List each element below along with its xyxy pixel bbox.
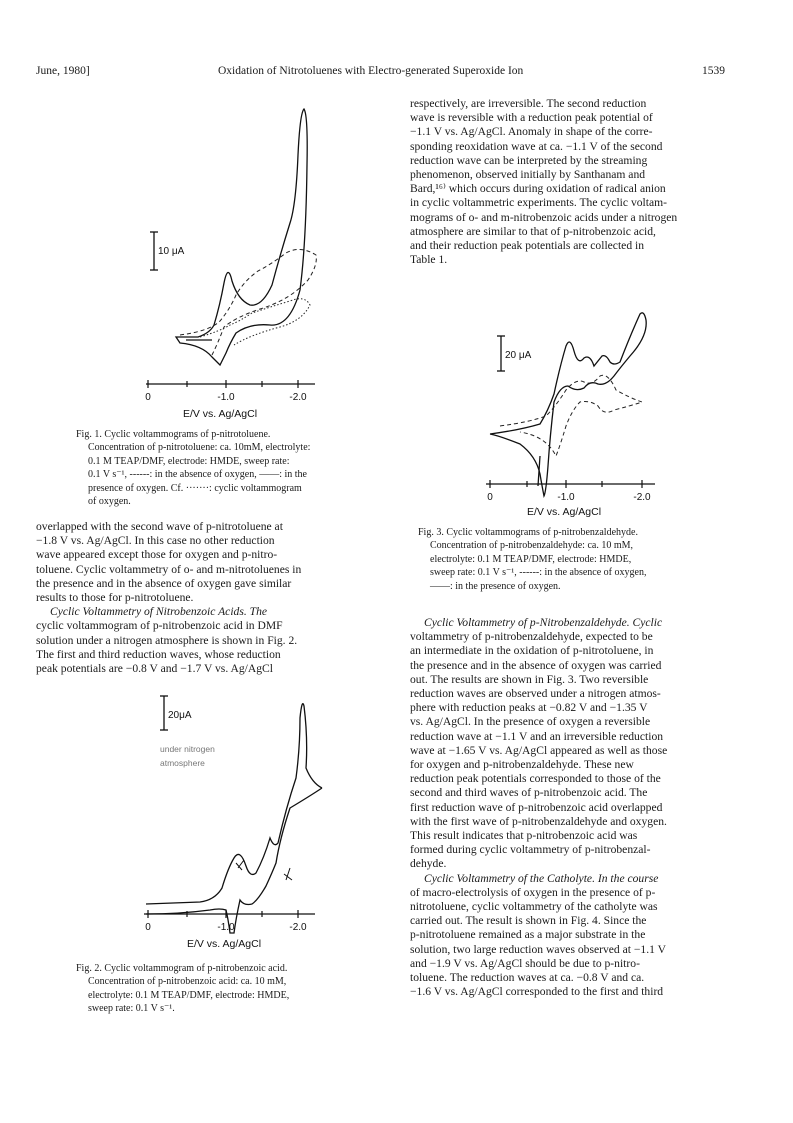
text-line: mograms of o- and m-nitrobenzoic acids under a nitrogen	[410, 210, 678, 224]
fig2-annotation-2: atmosphere	[160, 758, 205, 768]
fig1-caption-line: Concentration of p-nitrotoluene: ca. 10mM, electrolyte:	[88, 442, 311, 454]
text-line: respectively, are irreversible. The second reduction	[410, 97, 647, 110]
text-line: formed during cyclic voltammetry of p-nitrobenzal-	[410, 843, 651, 857]
text-line: reduction wave can be interpreted by the streaming	[410, 153, 648, 167]
text-line: nitrotoluene, cyclic voltammetry of the catholyte was	[410, 900, 658, 914]
fig1-tick-2: -2.0	[289, 392, 307, 403]
text-line: peak potentials are −0.8 V and −1.7 V vs. Ag/AgCl	[36, 662, 273, 676]
fig3-tick-0: 0	[487, 492, 493, 503]
section-heading-line: Cyclic Voltammetry of p-Nitrobenzaldehyde. Cyclic	[424, 616, 663, 629]
text-line: second and third waves of p-nitrobenzoic acid. The	[410, 786, 648, 800]
text-line: carried out. The result is shown in Fig. 4. Since the	[410, 914, 647, 928]
text-line: wave is reversible with a reduction peak potential of	[410, 111, 653, 125]
figure-2-caption	[76, 962, 376, 1016]
text-line: and their reduction peak potentials are collected in	[410, 239, 645, 253]
section-heading-line: Cyclic Voltammetry of the Catholyte. In the course	[424, 871, 659, 885]
text-line: results to those for p-nitrotoluene.	[36, 591, 194, 605]
fig1-caption-line: 0.1 V s⁻¹, ------: in the absence of oxygen, ——: in the	[88, 469, 307, 481]
text-line: with the first wave of p-nitrobenzaldehyde and oxygen.	[410, 814, 667, 828]
text-line: sponding reoxidation wave at ca. −1.1 V of the second	[410, 139, 663, 153]
fig3-scale-label: 20 μA	[505, 350, 532, 361]
fig3-caption-line: electrolyte: 0.1 M TEAP/DMF, electrode: HMDE,	[430, 553, 632, 565]
figure-3-voltammogram	[480, 306, 670, 522]
text-line: phenomenon, observed initially by Santhanam and	[410, 168, 646, 182]
text-line: solution under a nitrogen atmosphere is shown in Fig. 2.	[36, 633, 298, 647]
fig3-tick-1: -1.0	[557, 492, 575, 503]
figure-2-voltammogram	[140, 688, 330, 956]
fig3-caption-head: Fig. 3. Cyclic voltammograms of p-nitrobenzaldehyde.	[418, 527, 638, 538]
text-line: atmosphere are similar to that of p-nitrobenzoic acid,	[410, 224, 656, 238]
text-line: reduction peak potentials corresponded to those of the	[410, 772, 661, 786]
text-line: toluene. The reduction waves at ca. −0.8 V and ca.	[410, 971, 645, 985]
text-line: p-nitrotoluene remained as a major substrate in the	[410, 928, 646, 942]
text-line: an intermediate in the oxidation of p-nitrotoluene, in	[410, 644, 654, 658]
text-line: overlapped with the second wave of p-nitrotoluene at	[36, 520, 283, 533]
text-line: The first and third reduction waves, whose reduction	[36, 647, 281, 661]
fig3-tick-2: -2.0	[633, 492, 651, 503]
text-line: reduction waves are observed under a nitrogen atmos-	[410, 687, 661, 701]
text-line: for oxygen and p-nitrobenzaldehyde. These new	[410, 758, 634, 772]
text-line: of macro-electrolysis of oxygen in the presence of p-	[410, 885, 656, 899]
fig3-xlabel: E/V vs. Ag/AgCl	[526, 506, 602, 518]
text-line: the presence and in the absence of oxygen gave similar	[36, 576, 292, 590]
text-line: first reduction wave of p-nitrobenzoic acid overlapped	[410, 800, 663, 814]
text-line: and −1.9 V vs. Ag/AgCl should be due to p-nitro-	[410, 956, 640, 970]
text-line: out. The results are shown in Fig. 3. Two reversible	[410, 672, 649, 686]
fig2-annotation-1: under nitrogen	[160, 744, 215, 754]
right-column-bottom-text	[410, 616, 731, 999]
fig1-scale-label: 10 μA	[158, 246, 185, 257]
text-line: voltammetry of p-nitrobenzaldehyde, expected to be	[410, 630, 653, 644]
fig3-caption-line: Concentration of p-nitrobenzaldehyde: ca. 10 mM,	[430, 540, 633, 552]
text-line: Bard,¹⁶⁾ which occurs during oxidation of radical anion	[410, 182, 666, 196]
fig3-caption-line: ——: in the presence of oxygen.	[430, 580, 561, 592]
figure-1-caption	[76, 428, 376, 508]
right-column-top-text	[410, 97, 731, 267]
fig2-tick-1: -1.0	[217, 922, 235, 933]
fig2-scale-label: 20μA	[168, 710, 192, 721]
fig2-caption-line: electrolyte: 0.1 M TEAP/DMF, electrode: HMDE,	[88, 989, 290, 1001]
text-line: wave at −1.65 V vs. Ag/AgCl appeared as well as those	[410, 743, 668, 757]
fig1-caption-line: presence of oxygen. Cf. ·······: cyclic voltammogram	[88, 482, 302, 494]
fig2-caption-line: sweep rate: 0.1 V s⁻¹.	[88, 1003, 175, 1015]
fig2-caption-line: Concentration of p-nitrobenzoic acid: ca. 10 mM,	[88, 976, 287, 988]
text-line: solution, two large reduction waves observed at −1.1 V	[410, 942, 666, 956]
page-number: 1539	[702, 65, 725, 77]
fig2-tick-2: -2.0	[289, 922, 307, 933]
fig2-xlabel: E/V vs. Ag/AgCl	[186, 938, 262, 950]
text-line: toluene. Cyclic voltammetry of o- and m-nitrotoluenes in	[36, 562, 302, 576]
text-line: Table 1.	[410, 253, 448, 267]
text-line: phere with reduction peaks at −0.82 V and −1.35 V	[410, 701, 648, 715]
fig1-caption-head: Fig. 1. Cyclic voltammograms of p-nitrotoluene.	[76, 429, 271, 440]
fig2-tick-0: 0	[145, 922, 151, 933]
figure-3-caption	[418, 526, 734, 593]
section-heading-line: Cyclic Voltammetry of Nitrobenzoic Acids. The	[50, 605, 268, 619]
text-line: reduction wave at −1.1 V and an irreversible reduction	[410, 729, 664, 743]
text-line: This result indicates that p-nitrobenzoic acid was	[410, 829, 638, 843]
running-title: Oxidation of Nitrotoluenes with Electro-generated Superoxide Ion	[218, 65, 524, 77]
text-line: vs. Ag/AgCl. In the presence of oxygen a reversible	[410, 715, 651, 729]
text-line: −1.1 V vs. Ag/AgCl. Anomaly in shape of the corre-	[410, 125, 653, 139]
text-line: −1.8 V vs. Ag/AgCl. In this case no other reduction	[36, 534, 275, 548]
running-date: June, 1980]	[36, 65, 90, 77]
text-line: in cyclic voltammetric experiments. The cyclic voltam-	[410, 196, 668, 210]
fig3-caption-line: sweep rate: 0.1 V s⁻¹, ------: in the absence of oxygen,	[430, 567, 647, 579]
fig1-caption-line: 0.1 M TEAP/DMF, electrode: HMDE, sweep rate:	[88, 455, 290, 467]
text-line: −1.6 V vs. Ag/AgCl corresponded to the first and third	[410, 985, 664, 999]
fig2-caption-head: Fig. 2. Cyclic voltammogram of p-nitrobenzoic acid.	[76, 963, 288, 974]
fig1-caption-line: of oxygen.	[88, 496, 131, 508]
fig1-tick-0: 0	[145, 392, 151, 403]
text-line: the presence and in the absence of oxygen was carried	[410, 658, 662, 672]
figure-1-voltammogram	[140, 95, 330, 425]
fig1-xlabel: E/V vs. Ag/AgCl	[182, 408, 258, 420]
text-line: dehyde.	[410, 857, 447, 871]
text-line: cyclic voltammogram of p-nitrobenzoic acid in DMF	[36, 619, 283, 633]
left-column-text	[36, 520, 388, 676]
text-line: wave appeared except those for oxygen and p-nitro-	[36, 548, 278, 562]
fig1-tick-1: -1.0	[217, 392, 235, 403]
